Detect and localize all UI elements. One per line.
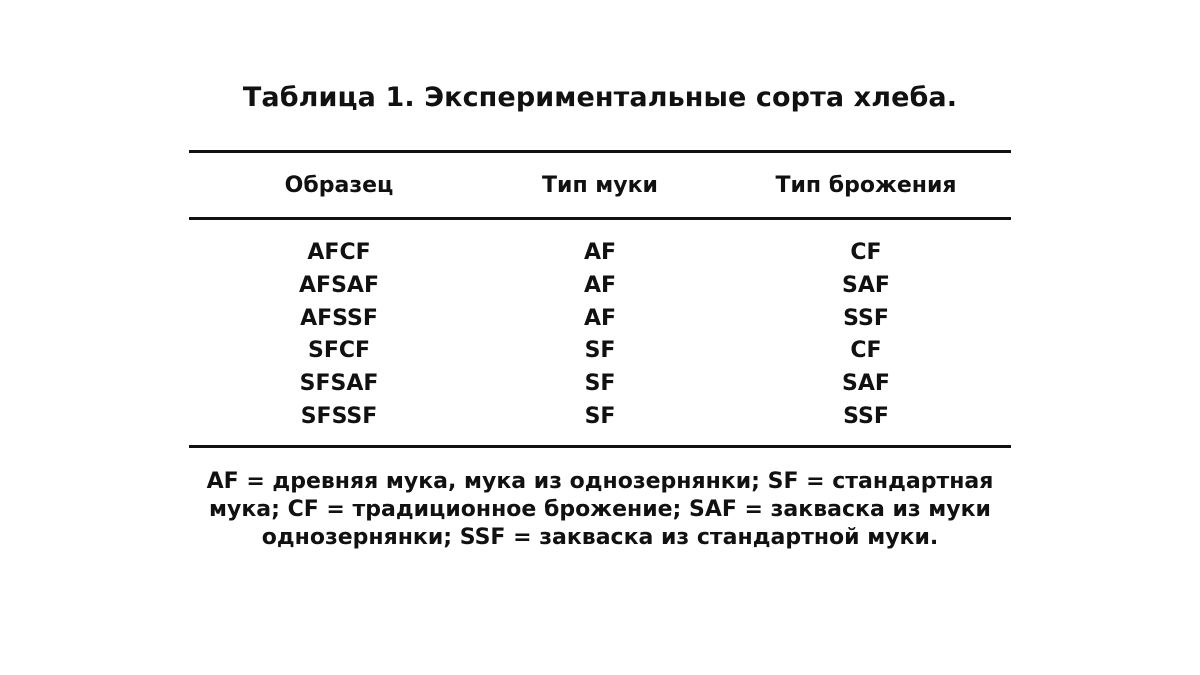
cell-fermentation-type: SSF: [843, 305, 889, 331]
cell-sample: AFCF: [307, 240, 371, 265]
bread-varieties-table: [189, 150, 1011, 448]
cell-flour-type: AF: [583, 272, 617, 298]
table-row: [189, 334, 1011, 367]
table-header-row: [189, 153, 1011, 217]
cell-fermentation-type: SAF: [842, 272, 890, 298]
cell-fermentation-type: CF: [850, 338, 882, 364]
table-row: [189, 302, 1011, 335]
footnote-line: мука; CF = традиционное брожение; SAF = закваска из муки: [209, 497, 991, 522]
table-row: [189, 269, 1011, 302]
cell-flour-type: SF: [584, 403, 616, 429]
cell-flour-type: AF: [583, 240, 617, 265]
cell-sample: SFSAF: [299, 371, 379, 397]
cell-fermentation-type: SAF: [842, 371, 890, 397]
table-title: Таблица 1. Экспериментальные сорта хлеба.: [242, 82, 958, 113]
header-sample: Образец: [284, 173, 394, 198]
table-body: [189, 220, 1011, 445]
table-row: [189, 367, 1011, 400]
cell-fermentation-type: CF: [850, 240, 882, 265]
table-row: [189, 400, 1011, 433]
header-flour-type: Тип муки: [542, 173, 658, 198]
cell-sample: AFSSF: [300, 305, 378, 331]
footnote-line: однозернянки; SSF = закваска из стандартной муки.: [261, 525, 939, 550]
table-row: [189, 236, 1011, 269]
header-fermentation-type: Тип брожения: [775, 173, 957, 198]
table-bottom-rule: [189, 445, 1011, 448]
cell-flour-type: AF: [583, 305, 617, 331]
cell-fermentation-type: SSF: [843, 403, 889, 429]
table-footnote: [150, 468, 1050, 552]
cell-sample: SFSSF: [300, 403, 378, 429]
cell-sample: SFCF: [307, 338, 371, 364]
cell-flour-type: SF: [584, 371, 616, 397]
footnote-line: AF = древняя мука, мука из однозернянки; SF = стандартная: [206, 469, 994, 494]
cell-flour-type: SF: [584, 338, 616, 364]
cell-sample: AFSAF: [299, 272, 379, 298]
